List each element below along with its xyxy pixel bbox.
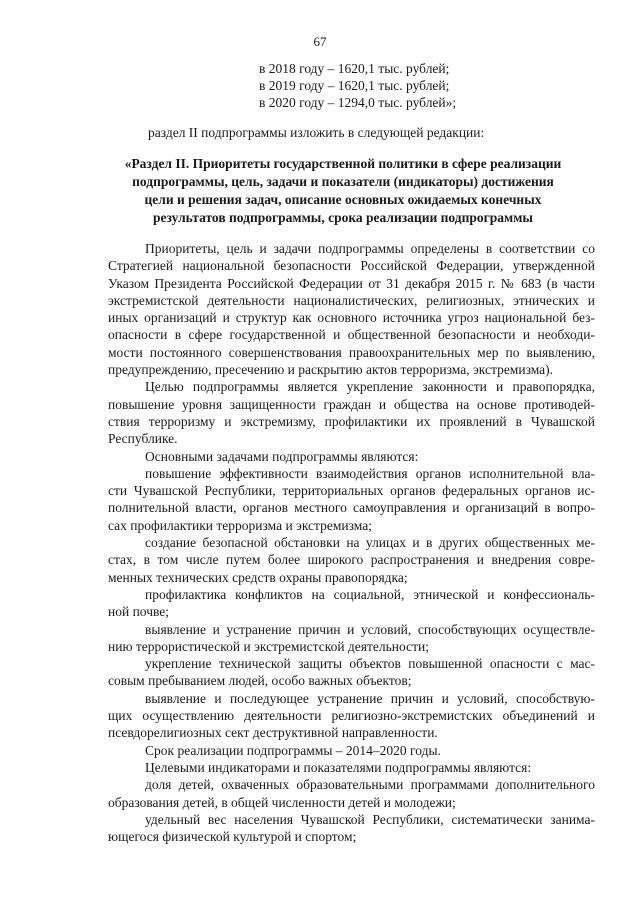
budget-line-2018: в 2018 году – 1620,1 тыс. рублей; (259, 61, 450, 76)
budget-line-2019: в 2019 году – 1620,1 тыс. рублей; (259, 78, 450, 93)
text-line: выявление и последующее устранение причин и условий, способствую- (145, 690, 595, 706)
text-line: Основными задачами подпрограммы являются: (145, 448, 419, 464)
text-line: ной почве; (108, 604, 170, 620)
text-line: стах, в том числе путем более широкого распространения и внедрения совре- (108, 552, 595, 568)
text-line: образования детей, в общей численности детей и молодежи; (108, 794, 456, 810)
text-line: Республике. (108, 431, 178, 447)
page-number: 67 (313, 34, 327, 49)
text-line: выявление и устранение причин и условий, способствующих осуществле- (145, 621, 595, 637)
budget-line-2020: в 2020 году – 1294,0 тыс. рублей»; (259, 95, 457, 110)
text-line: повышение эффективности взаимодействия органов исполнительной вла- (145, 465, 595, 481)
text-line: укрепление технической защиты объектов повышенной опасности с мас- (145, 656, 595, 672)
text-line: нию террористической и экстремистской деятельности; (108, 638, 429, 654)
text-line: мости постоянного совершенствования правоохранительных мер по выявлению, (108, 344, 595, 360)
text-line: повышение уровня защищенности граждан и общества на основе противодей- (108, 396, 595, 412)
heading-line: цели и решения задач, описание основных ожидаемых конечных (144, 192, 542, 207)
text-line: удельный вес населения Чувашской Республики, систематически занима- (145, 811, 595, 827)
text-line: Стратегией национальной безопасности Российской Федерации, утвержденной (108, 258, 595, 274)
text-line: сах профилактики терроризма и экстремизма; (108, 517, 372, 533)
body-text (108, 240, 595, 845)
heading-line: результатов подпрограммы, срока реализации подпрограммы (153, 210, 533, 225)
text-line: Указом Президента Российской Федерации от 31 декабря 2015 г. № 683 (в части (108, 275, 595, 291)
text-line: полнительной власти, органов местного самоуправления и организаций в вопро- (108, 500, 595, 516)
text-line: экстремистской деятельности националистических, религиозных, этнических и (108, 292, 595, 308)
text-line: щих осуществлению деятельности религиозно-экстремистских объединений и (108, 708, 595, 724)
text-line: профилактика конфликтов на социальной, этнической и конфессиональ- (145, 586, 595, 602)
text-line: опасности в сфере государственной и общественной безопасности и необходи- (108, 327, 595, 343)
section-intro: раздел II подпрограммы изложить в следующей редакции: (148, 125, 485, 140)
text-line: создание безопасной обстановки на улицах и в других общественных ме- (145, 535, 595, 551)
budget-lines (259, 60, 456, 111)
text-line: ющегося физической культурой и спортом; (108, 829, 357, 845)
text-line: доля детей, охваченных образовательными программами дополнительного (145, 777, 595, 793)
text-line: сти Чувашской Республики, территориальных органов федеральных органов ис- (108, 483, 595, 499)
text-line: ствия терроризму и экстремизму, профилактики их проявлений в Чувашской (108, 413, 595, 429)
text-line: менных технических средств охраны правопорядка; (108, 569, 408, 585)
text-line: совым пребыванием людей, особо важных объектов; (108, 673, 412, 689)
text-line: Приоритеты, цель и задачи подпрограммы определены в соответствии со (145, 241, 595, 256)
text-line: иных организаций и структур как основного источника угроз национальной без- (108, 310, 595, 326)
section-heading (108, 155, 578, 227)
heading-line: «Раздел II. Приоритеты государственной политики в сфере реализации (124, 156, 562, 171)
heading-line: подпрограммы, цель, задачи и показатели (индикаторы) достижения (132, 174, 554, 189)
text-line: Срок реализации подпрограммы – 2014–2020 годы. (145, 742, 441, 758)
text-line: псевдорелигиозных сект деструктивной направленности. (108, 725, 438, 741)
text-line: предупреждению, пресечению и раскрытию актов терроризма, экстремизма). (108, 362, 554, 378)
text-line: Целевыми индикаторами и показателями подпрограммы являются: (145, 759, 532, 775)
text-line: Целью подпрограммы является укрепление законности и правопорядка, (145, 379, 595, 395)
